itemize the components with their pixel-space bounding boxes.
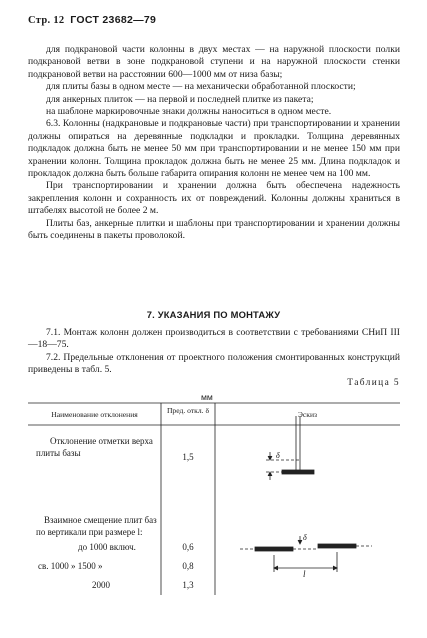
paragraph: на шаблоне маркировочные знаки должны наноситься в одном месте. [46,106,332,118]
sketch-label-delta: δ [276,451,280,460]
col-header-sketch: Эскиз [297,410,318,419]
sub-row-value: 1,3 [182,580,194,590]
paragraph: 6.3. Колонны (надкрановые и подкрановые части) при транспортировании и хранении должны опираться на деревянные подкладки и прокладки. Толщина деревянных подкладок должна быть не менее 50 мм при транспортировании и не менее 150 мм при хранении колонн. Толщина прокладок должна быть не менее 25 мм. Длина подкладок и прокладок должна быть больше габарита опирания колонн не менее чем на 100 мм. [28,118,400,180]
sub-row-value: 0,8 [182,561,194,571]
col-header-deviation: Пред. откл. δ [166,406,210,415]
gost-number: ГОСТ 23682—79 [70,14,157,26]
sub-row-name: 2000 [92,580,110,590]
section-title: 7. УКАЗАНИЯ ПО МОНТАЖУ [146,309,281,320]
paragraph: для плиты базы в одном месте — на механически обработанной плоскости; [46,81,356,93]
paragraph: Плиты баз, анкерные плитки и шаблоны при транспортировании и хранении должны быть соединены в пакеты проволокой. [28,217,400,242]
paragraph: При транспортировании и хранении должна быть обеспечена надежность закрепления колонн и сохранность их от повреждений. Колонны должны храниться в штабелях высотой не более 2 м. [28,180,400,217]
page-number: Стр. 12 [28,15,65,26]
paragraph: для подкрановой части колонны в двух местах — на наружной плоскости полки подкрановой ветви в зоне подкрановой ступени и на наружной плоскости стенки подкрановой ветви на расстоянии 600—1000 мм от низа базы; [28,44,400,80]
sub-row-name: св. 1000 » 1500 » [38,561,103,571]
sub-row-value: 0,6 [182,542,194,552]
sketch-base-plate-elevation [266,416,314,480]
table-caption: Таблица 5 [347,378,400,388]
sub-row-name: до 1000 включ. [78,542,136,552]
sketch-label-delta: δ [303,533,307,542]
paragraph: 7.2. Предельные отклонения от проектного положения смонтированных конструкций приведены в табл. 5. [28,351,400,376]
sketch-label-length: l [303,569,306,579]
row-name: Взаимное смещение плит баз по вертикали при размере l: [36,515,157,537]
table-unit: мм [201,392,213,402]
row-name: Отклонение отметки верха плиты базы [36,436,153,458]
col-header-name: Наименование отклонения [51,410,138,419]
row-value: 1,5 [182,452,194,462]
paragraph: для анкерных плиток — на первой и последней плитке из пакета; [46,93,314,105]
paragraph: 7.1. Монтаж колонн должен производиться в соответствии с требованиями СНиП III—18—75. [28,327,400,351]
